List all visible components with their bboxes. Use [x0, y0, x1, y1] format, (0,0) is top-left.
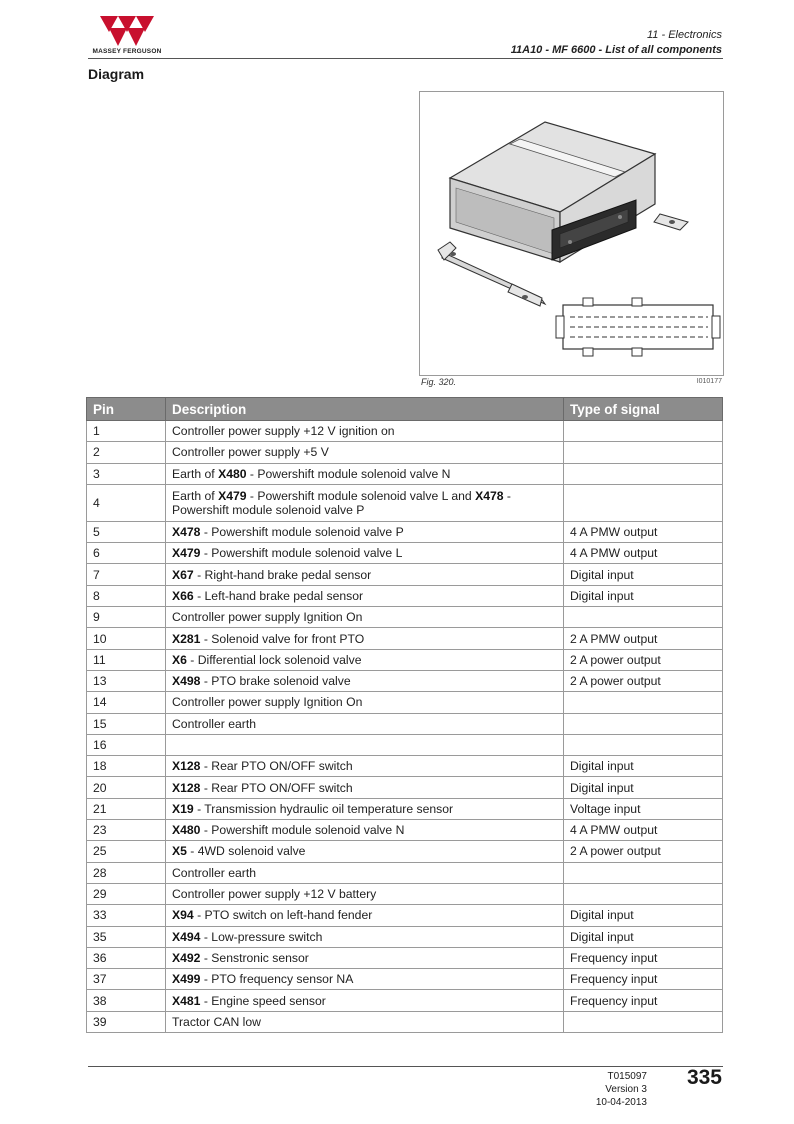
description-text: - Solenoid valve for front PTO [200, 631, 365, 646]
col-header-description: Description [166, 398, 564, 421]
table-row [87, 883, 723, 904]
connector-code: X494 [172, 929, 201, 944]
signal-type-cell [564, 734, 723, 755]
pin-cell: 16 [87, 734, 166, 755]
description-text: - Left-hand brake pedal sensor [193, 588, 364, 603]
figure-caption: Fig. 320. [421, 377, 457, 387]
description-text: - Transmission hydraulic oil temperature sensor [193, 801, 454, 816]
description-cell [166, 883, 564, 904]
connector-code: X499 [172, 972, 201, 987]
description-text: - Powershift module solenoid valve N [200, 823, 405, 838]
description-text: - Rear PTO ON/OFF switch [200, 759, 353, 774]
table-row [87, 905, 723, 926]
connector-code: X66 [172, 588, 194, 603]
document-title: 11A10 - MF 6600 - List of all components [510, 44, 722, 56]
pin-cell: 14 [87, 692, 166, 713]
description-cell [166, 607, 564, 628]
table-row [87, 628, 723, 649]
description-cell [166, 543, 564, 564]
table-row [87, 756, 723, 777]
description-text: Earth of [172, 488, 219, 503]
description-text: - Right-hand brake pedal sensor [193, 567, 372, 582]
description-text: - PTO switch on left-hand fender [193, 908, 373, 923]
signal-type-cell: Digital input [564, 926, 723, 947]
pin-cell: 39 [87, 1011, 166, 1032]
signal-type-cell [564, 862, 723, 883]
table-row [87, 841, 723, 862]
controller-figure [419, 91, 724, 376]
description-text: - Powershift module solenoid valve P [172, 488, 511, 517]
description-text: Controller power supply Ignition On [172, 610, 363, 625]
description-cell [166, 734, 564, 755]
connector-code: X478 [172, 525, 201, 540]
description-text: - PTO frequency sensor NA [200, 972, 354, 987]
table-row [87, 947, 723, 968]
doc-id: T015097 [607, 1071, 647, 1082]
signal-type-cell: 2 A power output [564, 649, 723, 670]
table-row [87, 585, 723, 606]
connector-code: X478 [475, 488, 504, 503]
massey-ferguson-logo [88, 14, 166, 58]
signal-type-cell: Frequency input [564, 990, 723, 1011]
table-row [87, 484, 723, 521]
doc-date: 10-04-2013 [595, 1097, 647, 1108]
pin-cell: 28 [87, 862, 166, 883]
description-cell [166, 713, 564, 734]
signal-type-cell [564, 421, 723, 442]
pin-cell: 23 [87, 820, 166, 841]
table-row [87, 862, 723, 883]
signal-type-cell [564, 607, 723, 628]
signal-type-cell: Voltage input [564, 798, 723, 819]
table-row [87, 777, 723, 798]
description-text: - Rear PTO ON/OFF switch [200, 780, 353, 795]
description-text: Controller power supply +12 V ignition on [172, 424, 395, 439]
pin-cell: 1 [87, 421, 166, 442]
connector-code: X498 [172, 674, 201, 689]
footer-divider [88, 1066, 723, 1067]
table-row [87, 649, 723, 670]
description-text: Controller power supply Ignition On [172, 695, 363, 710]
signal-type-cell [564, 442, 723, 463]
table-row [87, 798, 723, 819]
connector-code: X5 [172, 844, 187, 859]
connector-code: X492 [172, 950, 201, 965]
description-text: - Powershift module solenoid valve L [200, 546, 403, 561]
signal-type-cell [564, 484, 723, 521]
pin-table [86, 397, 723, 1033]
signal-type-cell: Frequency input [564, 969, 723, 990]
table-header-row [87, 398, 723, 421]
description-text: - Powershift module solenoid valve N [246, 466, 451, 481]
pin-cell: 10 [87, 628, 166, 649]
pin-cell: 11 [87, 649, 166, 670]
connector-code: X19 [172, 801, 194, 816]
section-label: 11 - Electronics [647, 29, 722, 41]
pin-cell: 35 [87, 926, 166, 947]
table-row [87, 607, 723, 628]
page-number: 335 [686, 1066, 722, 1089]
pin-cell: 9 [87, 607, 166, 628]
signal-type-cell: 4 A PMW output [564, 521, 723, 542]
description-cell [166, 463, 564, 484]
pin-cell: 29 [87, 883, 166, 904]
description-cell [166, 905, 564, 926]
connector-code: X128 [172, 759, 201, 774]
figure-code: I010177 [696, 378, 722, 385]
description-cell [166, 756, 564, 777]
description-text: Earth of [172, 466, 219, 481]
signal-type-cell: Digital input [564, 905, 723, 926]
description-cell [166, 777, 564, 798]
connector-code: X481 [172, 993, 201, 1008]
signal-type-cell: 2 A power output [564, 841, 723, 862]
signal-type-cell: Frequency input [564, 947, 723, 968]
signal-type-cell [564, 1011, 723, 1032]
description-cell [166, 628, 564, 649]
connector-code: X281 [172, 631, 201, 646]
col-header-pin: Pin [87, 398, 166, 421]
signal-type-cell: 2 A power output [564, 670, 723, 691]
pin-cell: 3 [87, 463, 166, 484]
triple-triangle-logo-icon [88, 14, 166, 48]
description-cell [166, 484, 564, 521]
table-row [87, 463, 723, 484]
description-cell [166, 841, 564, 862]
description-text: - Differential lock solenoid valve [186, 652, 362, 667]
signal-type-cell [564, 883, 723, 904]
signal-type-cell: Digital input [564, 564, 723, 585]
pin-cell: 2 [87, 442, 166, 463]
table-row [87, 670, 723, 691]
connector-code: X67 [172, 567, 194, 582]
controller-unit-illustration [420, 92, 723, 375]
connector-code: X6 [172, 652, 187, 667]
description-text: Tractor CAN low [172, 1014, 261, 1029]
description-cell [166, 798, 564, 819]
table-row [87, 713, 723, 734]
description-cell [166, 926, 564, 947]
description-text: - PTO brake solenoid valve [200, 674, 351, 689]
signal-type-cell: 2 A PMW output [564, 628, 723, 649]
description-text: - Low-pressure switch [200, 929, 323, 944]
pin-cell: 8 [87, 585, 166, 606]
description-cell [166, 564, 564, 585]
table-row [87, 521, 723, 542]
header-divider [88, 58, 723, 59]
description-text: - Powershift module solenoid valve P [200, 525, 404, 540]
pin-cell: 21 [87, 798, 166, 819]
description-text: Controller earth [172, 716, 256, 731]
description-cell [166, 670, 564, 691]
table-row [87, 564, 723, 585]
connector-code: X479 [218, 488, 247, 503]
table-row [87, 990, 723, 1011]
pin-cell: 15 [87, 713, 166, 734]
pin-cell: 36 [87, 947, 166, 968]
pin-cell: 37 [87, 969, 166, 990]
connector-code: X480 [218, 466, 247, 481]
document-meta [596, 1070, 647, 1109]
table-row [87, 442, 723, 463]
connector-code: X480 [172, 823, 201, 838]
connector-code: X128 [172, 780, 201, 795]
doc-version: Version 3 [605, 1084, 647, 1095]
description-cell [166, 820, 564, 841]
description-cell [166, 969, 564, 990]
description-text: - Senstronic sensor [200, 950, 309, 965]
pin-cell: 5 [87, 521, 166, 542]
pin-cell: 13 [87, 670, 166, 691]
connector-code: X479 [172, 546, 201, 561]
pin-cell: 4 [87, 484, 166, 521]
signal-type-cell: Digital input [564, 756, 723, 777]
description-text: - Engine speed sensor [200, 993, 326, 1008]
pin-rows [87, 421, 723, 1033]
table-row [87, 926, 723, 947]
pin-cell: 33 [87, 905, 166, 926]
pin-cell: 7 [87, 564, 166, 585]
signal-type-cell [564, 713, 723, 734]
pin-cell: 6 [87, 543, 166, 564]
description-text: - 4WD solenoid valve [186, 844, 306, 859]
col-header-signal: Type of signal [564, 398, 723, 421]
table-row [87, 421, 723, 442]
pin-cell: 38 [87, 990, 166, 1011]
description-text: Controller power supply +5 V [172, 445, 329, 460]
signal-type-cell: Digital input [564, 777, 723, 798]
description-text: - Powershift module solenoid valve L and [246, 488, 476, 503]
signal-type-cell: 4 A PMW output [564, 543, 723, 564]
description-cell [166, 521, 564, 542]
signal-type-cell [564, 463, 723, 484]
table-row [87, 820, 723, 841]
signal-type-cell: Digital input [564, 585, 723, 606]
description-cell [166, 692, 564, 713]
description-cell [166, 947, 564, 968]
signal-type-cell: 4 A PMW output [564, 820, 723, 841]
table-row [87, 543, 723, 564]
description-cell [166, 442, 564, 463]
table-row [87, 734, 723, 755]
pin-cell: 20 [87, 777, 166, 798]
connector-code: X94 [172, 908, 194, 923]
table-row [87, 1011, 723, 1032]
description-cell [166, 585, 564, 606]
description-cell [166, 990, 564, 1011]
description-cell [166, 421, 564, 442]
description-text: Controller earth [172, 865, 256, 880]
signal-type-cell [564, 692, 723, 713]
brand-name: MASSEY FERGUSON [92, 48, 162, 55]
table-row [87, 969, 723, 990]
description-cell [166, 1011, 564, 1032]
table-row [87, 692, 723, 713]
description-cell [166, 649, 564, 670]
description-cell [166, 862, 564, 883]
diagram-heading: Diagram [88, 66, 145, 82]
description-text: Controller power supply +12 V battery [172, 887, 377, 902]
pin-cell: 18 [87, 756, 166, 777]
pin-cell: 25 [87, 841, 166, 862]
